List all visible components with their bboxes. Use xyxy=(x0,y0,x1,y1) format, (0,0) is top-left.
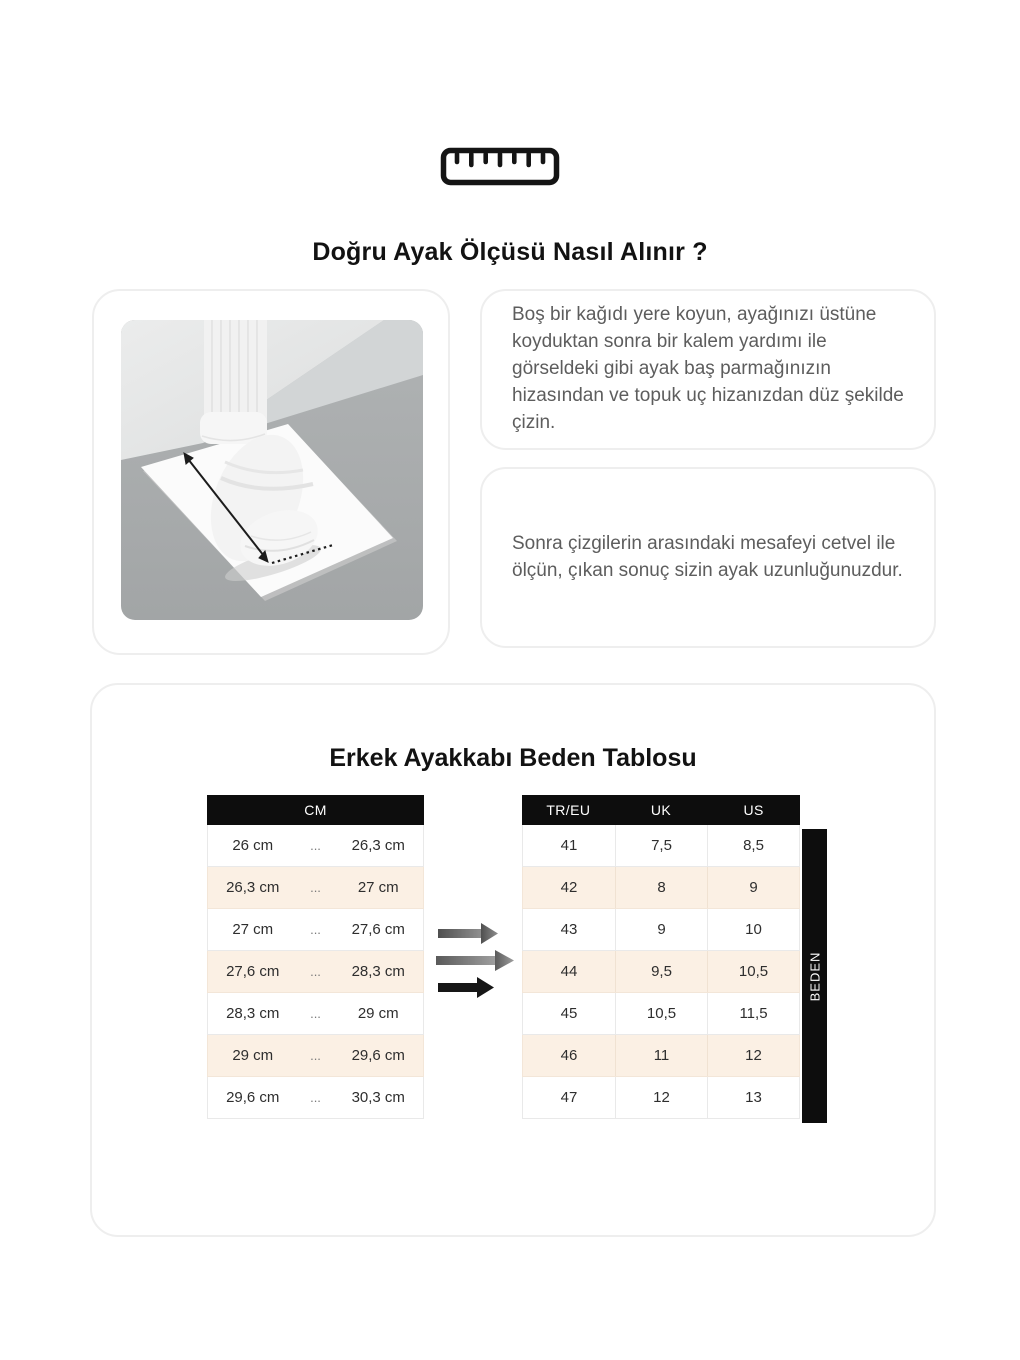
cm-table-row: 29,6 cm ... 30,3 cm xyxy=(207,1077,424,1119)
instruction-step-2 xyxy=(480,467,936,648)
instruction-step-1-text: Boş bir kağıdı yere koyun, ayağınızı üstüne koyduktan sonra bir kalem yardımı ile görseldeki gibi ayak baş parmağınızın hizasından ve topuk uç hizanızdan düz şekilde çizin. xyxy=(512,304,904,433)
size-table-row: 46 11 12 xyxy=(522,1035,800,1077)
range-dots: ... xyxy=(310,880,321,895)
range-dots: ... xyxy=(310,1048,321,1063)
cm-table-row: 26,3 cm ... 27 cm xyxy=(207,867,424,909)
cm-table-row: 28,3 cm ... 29 cm xyxy=(207,993,424,1035)
cm-table-row: 29 cm ... 29,6 cm xyxy=(207,1035,424,1077)
size-table-title: Erkek Ayakkabı Beden Tablosu xyxy=(329,743,697,772)
cm-range-table xyxy=(207,795,424,1119)
instruction-step-2-text: Sonra çizgilerin arasındaki mesafeyi cetvel ile ölçün, çıkan sonuç sizin ayak uzunluğunuzdur. xyxy=(512,532,903,581)
range-dots: ... xyxy=(310,964,321,979)
range-dots: ... xyxy=(310,1006,321,1021)
range-dots: ... xyxy=(310,1090,321,1105)
size-table-card xyxy=(90,683,936,1237)
size-table-row: 43 9 10 xyxy=(522,909,800,951)
cm-table-header: CM xyxy=(207,795,424,825)
size-table-row: 41 7,5 8,5 xyxy=(522,825,800,867)
foot-measure-photo xyxy=(121,320,423,620)
instruction-step-1 xyxy=(480,289,936,450)
page-title: Doğru Ayak Ölçüsü Nasıl Alınır ? xyxy=(312,237,708,266)
intl-size-table-header: TR/EU UK US xyxy=(522,795,800,825)
cm-table-row: 27 cm ... 27,6 cm xyxy=(207,909,424,951)
cm-table-row: 27,6 cm ... 28,3 cm xyxy=(207,951,424,993)
beden-side-label: BEDEN xyxy=(802,829,827,1123)
range-dots: ... xyxy=(310,838,321,853)
size-table-row: 47 12 13 xyxy=(522,1077,800,1119)
size-table-row: 45 10,5 11,5 xyxy=(522,993,800,1035)
foot-measure-photo-card xyxy=(92,289,450,655)
intl-size-table xyxy=(522,795,800,1119)
size-table-row: 42 8 9 xyxy=(522,867,800,909)
mapping-arrows-icon xyxy=(436,922,518,1000)
range-dots: ... xyxy=(310,922,321,937)
ruler-icon xyxy=(440,146,560,188)
cm-table-row: 26 cm ... 26,3 cm xyxy=(207,825,424,867)
size-table-row: 44 9,5 10,5 xyxy=(522,951,800,993)
